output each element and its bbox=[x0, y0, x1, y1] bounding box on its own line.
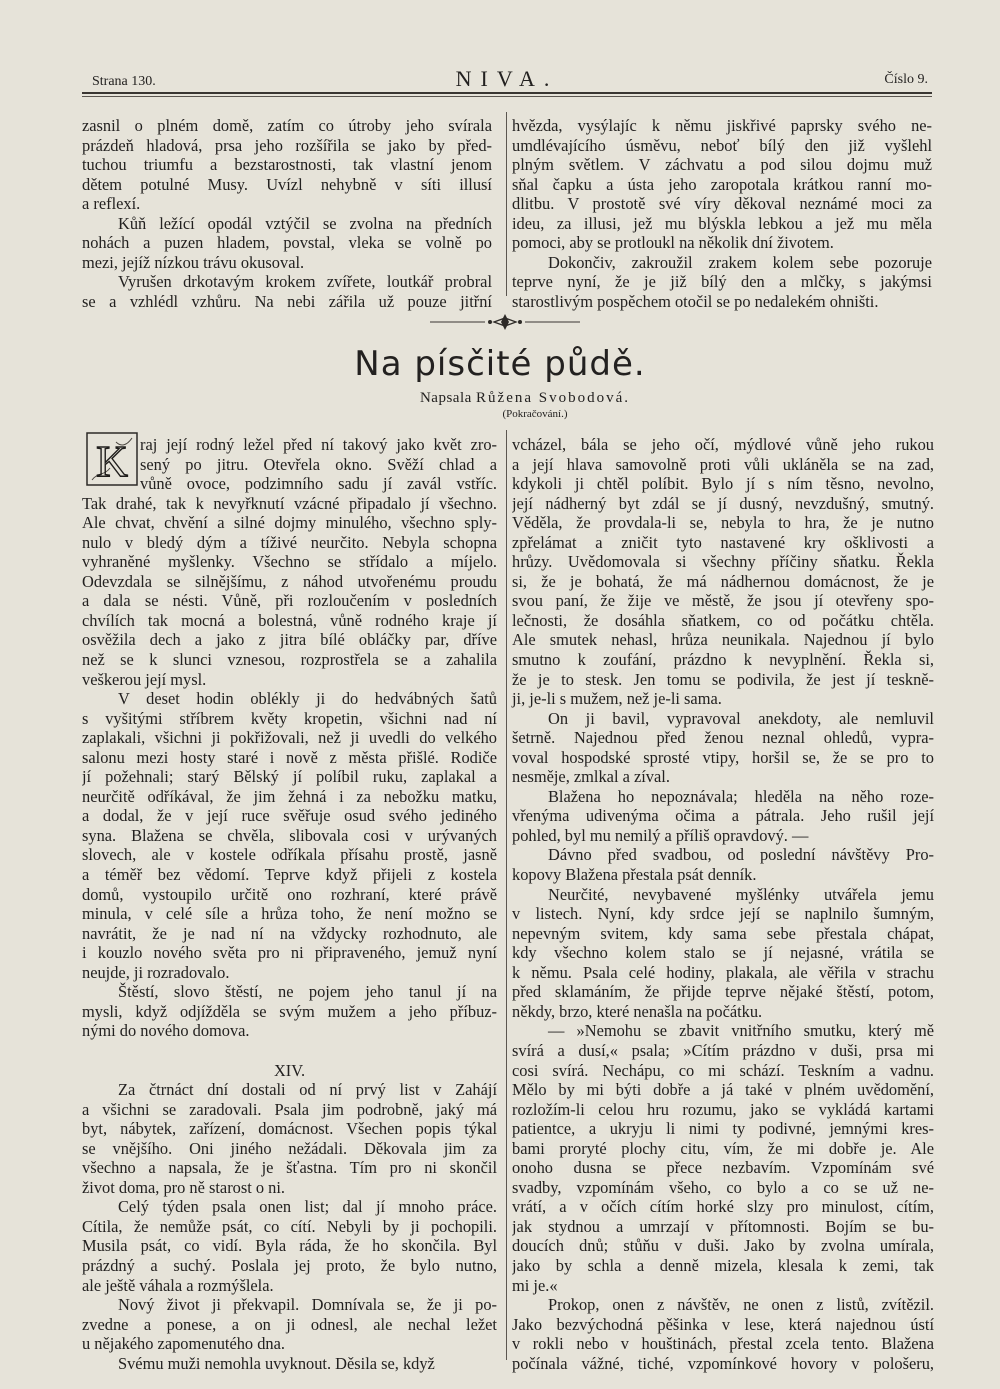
text-line: doucích dnů; stůňu v duši. Jako by zvolna umírala, bbox=[512, 1236, 934, 1256]
text-line: Štěstí, slovo štěstí, ne pojem jeho tanul jí na bbox=[118, 982, 497, 1002]
text-line: vcházel, bála se jeho očí, mýdlové vůně jeho rukou bbox=[512, 435, 934, 454]
text-line: než se k slunci vznesou, rozprostřela se a zahalila bbox=[82, 650, 497, 670]
text-line: s vyšitými stříbrem květy kropetin, všichni nad ní bbox=[82, 708, 497, 728]
text-line: ideu, za illusi, jež mu blýskla lebkou a jež mu měla bbox=[512, 213, 932, 233]
text-line: hrůzy. Uvědomovala si všechny příčiny sňatku. Řekla bbox=[512, 552, 934, 572]
article-byline bbox=[0, 390, 1000, 407]
text-line: salonu mezi hosty staré i nově z města přišlé. Rodiče bbox=[82, 747, 497, 767]
text-line: svírá a dusí,« psala; »Cítím prázdno v duši, prsa mi bbox=[512, 1040, 934, 1060]
text-line: v rokli nebo v houštinách, přestal zcela tento. Blažena bbox=[512, 1334, 934, 1354]
text-line: Ale chvat, chvění a silné dojmy minulého, všechno sply- bbox=[82, 513, 497, 533]
text-line: nulo v bledý dým a tíživé neurčito. Nebyla schopna bbox=[82, 532, 497, 552]
page-header bbox=[82, 66, 932, 90]
text-line: někdy, brzo, které nenašla na počátku. bbox=[512, 1001, 763, 1021]
text-line: její nádherný byt zdál se jí dusný, nevzdušný, smutný. bbox=[512, 493, 934, 513]
text-line: raj její rodný ležel před ní takový jako květ zro- bbox=[140, 435, 497, 454]
text-line: Vyrušen drkotavým krokem zvířete, loutkář probral bbox=[118, 272, 492, 291]
author-name: Růžena Svobodová. bbox=[476, 390, 631, 406]
text-line: k němu. Psala celé hodiny, plakala, ale věřila v strachu bbox=[512, 962, 934, 982]
page-number: Strana 130. bbox=[92, 74, 156, 89]
text-line: vrátí, a v očích cítím horké slzy pro minulost, cítím, bbox=[512, 1197, 934, 1217]
text-line: Za čtrnáct dní dostali od ní prvý list v Zahájí bbox=[118, 1080, 497, 1100]
text-line: rozložím-li celou hru rozumu, jako se vykládá kartami bbox=[512, 1099, 934, 1119]
text-line: u nějakého zapomenutého dna. bbox=[82, 1334, 285, 1354]
section-ornament bbox=[430, 312, 580, 332]
text-line: život doma, pro ně starost o ni. bbox=[82, 1177, 286, 1197]
text-line: navrátit, že je nad ní na vždycky rozhodnuto, ale bbox=[82, 923, 497, 943]
text-line: počínala vážné, tiché, vzpomínkové hovory v pološeru, bbox=[512, 1353, 934, 1373]
text-line: voval hospodské sprosté vtipy, horšil se, že se pro to bbox=[512, 747, 934, 767]
article-title: Na písčité půdě. bbox=[354, 344, 646, 384]
text-line: pomoci, aby se protloukl na několik dní životem. bbox=[512, 233, 834, 252]
text-line: dětem potulné Musy. Uvízl nehybně v síti illusí bbox=[82, 174, 492, 194]
column-divider bbox=[506, 430, 507, 1360]
text-line: Celý týden psala onen list; dal jí mnoho práce. bbox=[118, 1197, 497, 1217]
text-line: a dala se nésti. Vůně, při rozloučením v posledních bbox=[82, 591, 497, 611]
text-line: Neurčité, nevybavené myšlénky utvářela jemu bbox=[548, 884, 934, 904]
text-line: starostlivým pospěchem otočil se po nedalekém ohništi. bbox=[512, 291, 879, 311]
text-line: nesměje, zmlkal a zíval. bbox=[512, 767, 670, 787]
text-line: si, že je bohatá, že má nádhernou domácnost, že je bbox=[512, 571, 934, 591]
text-line: prázdeň hladová, prsa jeho rozšířila se jako by před- bbox=[82, 135, 492, 155]
text-line: a její hlava samovolně proti vůli ukláněla se na zad, bbox=[512, 454, 934, 474]
text-line: slovech, ale v kostele odříkala přísahu prostě, jasně bbox=[82, 845, 497, 865]
text-line bbox=[82, 1041, 497, 1061]
text-line: před sklamáním, že přijde teprve nějaké štěstí, potom, bbox=[512, 982, 934, 1002]
text-line: chvílích tak mocná a bolestná, vůně rodného kraje jí bbox=[82, 610, 497, 630]
text-line: zaplakali, všichni ji pokřižovali, než ji uvedli do velkého bbox=[82, 728, 497, 748]
text-line: Odevzdala se silnějšímu, z náhod utvořenému proudu bbox=[82, 571, 497, 591]
text-line: Prokop, onen z návštěv, ne onen z listů, zvítězil. bbox=[548, 1295, 934, 1315]
text-line: a všichni se zaradovali. Psala jim podrobně, jaký má bbox=[82, 1099, 497, 1119]
text-line: Blažena ho nepoznávala; hleděla na něho roze- bbox=[548, 786, 934, 806]
text-line: svadby, vzpomínám všeho, co bylo a co se už ne- bbox=[512, 1177, 934, 1197]
drop-cap-letter: K bbox=[96, 437, 128, 486]
text-line: zasnil o plném domě, zatím co útroby jeho svírala bbox=[82, 116, 492, 135]
text-line: On ji bavil, vypravoval anekdoty, ale nemluvil bbox=[548, 708, 934, 728]
byline-prefix: Napsala bbox=[419, 390, 472, 406]
text-line: bami proryté plochy citu, vím, že mi dobře je. Ale bbox=[512, 1138, 934, 1158]
text-line: kdykoli ji chtěl políbit. Bylo jí s ním těsno, nevolno, bbox=[512, 474, 934, 494]
header-rule bbox=[82, 92, 932, 94]
text-line: XIV. bbox=[273, 1060, 306, 1080]
text-line: Svému muži nemohla uvyknout. Děsila se, když bbox=[118, 1353, 435, 1373]
text-line: a reflexí. bbox=[82, 194, 141, 213]
text-line: domů, vystoupilo určitě ono rozhraní, které právě bbox=[82, 884, 497, 904]
text-line: Jako bezvýchodná pěšinka v lese, která najednou ústí bbox=[512, 1314, 934, 1334]
text-line: — »Nemohu se zbavit vnitřního smutku, který mě bbox=[548, 1021, 934, 1041]
text-line: teprve nyní, že je již bílý den a mlčky, s jakýmsi bbox=[512, 272, 932, 291]
text-line: kdy všechno kolem stalo se jí nejasné, vrátila se bbox=[512, 943, 934, 963]
text-line: Ale smutek nehasl, hrůza neunikala. Najednou jí bylo bbox=[512, 630, 934, 650]
text-line: ji, je-li s mužem, než je-li sama. bbox=[512, 689, 722, 709]
text-line: Dávno před svadbou, od poslední návštěvy Pro- bbox=[548, 845, 934, 865]
text-line: byt, nábytek, zařízení, domácnost. Všechen popis týkal bbox=[82, 1119, 497, 1139]
text-line: šetrně. Najednou před ženou neznal ohledů, vypra- bbox=[512, 728, 934, 748]
text-line: jak stydnou a umrzají v přítomnosti. Bojím se bu- bbox=[512, 1216, 934, 1236]
issue-number: Číslo 9. bbox=[884, 72, 928, 87]
text-line: všechno a napsala, že je šťastna. Tím pro ni skončil bbox=[82, 1158, 497, 1178]
text-line: Kůň ležící opodál vztýčil se zvolna na předních bbox=[118, 213, 492, 233]
text-line: nohách a puzen hladem, povstal, vleka se volně po bbox=[82, 233, 492, 252]
text-line: patientce, a ukryju li nimi ty podivné, jemnými kres- bbox=[512, 1119, 934, 1139]
text-line: Tak drahé, tak k nevyřknutí vzácné připadalo jí všechno. bbox=[82, 493, 497, 513]
text-line: onoho dusna se přece nezbavím. Vzpomínám své bbox=[512, 1158, 934, 1178]
text-line: a téměř bez vědomí. Teprve když přijeli z kostela bbox=[82, 865, 497, 885]
top-column-divider bbox=[506, 112, 507, 296]
text-line: zvedne a ponese, a on ji odnesl, ale nechal ležet bbox=[82, 1314, 497, 1334]
text-line: vůně ovoce, podzimního sadu jí zavál vstříc. bbox=[140, 474, 497, 494]
text-line: Mělo by mi býti dobře a já také v plném uvědomění, bbox=[512, 1080, 934, 1100]
text-line: neujde, ji rozradovalo. bbox=[82, 962, 230, 982]
text-line: nepevným svitem, kdy sama sebe přestala chápat, bbox=[512, 923, 934, 943]
text-line: svou paní, že žije ve městě, že jsou jí otevřeny spo- bbox=[512, 591, 934, 611]
text-line: i kouzlo nového světa pro ni připraveného, jemuž nyní bbox=[82, 943, 497, 963]
text-line: nými do nového domova. bbox=[82, 1021, 250, 1041]
text-line: a dodal, že v její ruce svěřuje osud svého jediného bbox=[82, 806, 497, 826]
left-column bbox=[82, 435, 497, 1373]
text-line: Dokončiv, zakroužil zrakem kolem sebe pozoruje bbox=[548, 252, 932, 272]
text-line: jako by schla a denně mizela, klesala k zemi, tak bbox=[512, 1255, 934, 1275]
text-line: zpřelámat a zničit tyto nastavené kry ošklivosti a bbox=[512, 532, 934, 552]
text-line: sňal čapku a ústa jeho zaropotala krátkou ranní mo- bbox=[512, 174, 932, 194]
text-line: umdlévajícího úsměvu, neboť bílý den již vyšlehl bbox=[512, 135, 932, 155]
magazine-title: NIVA. bbox=[455, 66, 559, 91]
text-line: jí požehnali; starý Bělský jí políbil ruku, zaplakal a bbox=[82, 767, 497, 787]
text-line: prázdný a suchý. Poslala jej proto, že bylo nutno, bbox=[82, 1255, 497, 1275]
text-line: dlitbu. V prostotě své víry děkoval neznámé moci za bbox=[512, 194, 932, 213]
text-line: plným světlem. V záchvatu a pod silou dojmu muž bbox=[512, 155, 932, 174]
text-line: v listech. Nyní, kdy srdce její se naplnilo šumným, bbox=[512, 904, 934, 924]
text-line: osvěžila dech a jako z jitra bílé obláčky par, dříve bbox=[82, 630, 497, 650]
top-left-column bbox=[82, 116, 492, 311]
text-line: hvězda, vysýlajíc k němu jiskřivé paprsky svého ne- bbox=[512, 116, 932, 135]
text-line: sený po jitru. Otevřela okno. Svěží chlad a bbox=[140, 454, 497, 474]
text-line: se a vzhlédl vzhůru. Na nebi zářila už pouze jitřní bbox=[82, 291, 492, 311]
text-line: Cítila, že nemůže psát, co cítí. Nebyli by ji pochopili. bbox=[82, 1216, 497, 1236]
continuation-note: (Pokračování.) bbox=[502, 408, 568, 420]
text-line: že je to stesk. Jen tomu se podivila, že jest jí teskně- bbox=[512, 669, 934, 689]
text-line: neurčitě odříkával, že jim žehná i za nebožku matku, bbox=[82, 786, 497, 806]
text-line: veškerou její mysl. bbox=[82, 669, 207, 689]
text-line: kopovy Blažena přestala psát denník. bbox=[512, 865, 757, 885]
header-rule-thin bbox=[82, 96, 932, 97]
text-line: Musila psát, co vidí. Byla ráda, že ho skončila. Byl bbox=[82, 1236, 497, 1256]
text-line: Nový život ji překvapil. Domnívala se, že ji po- bbox=[118, 1295, 497, 1315]
text-line: ale ještě váhala a rozmýšlela. bbox=[82, 1275, 274, 1295]
text-line: mezi, jejíž nízkou trávu okusoval. bbox=[82, 252, 305, 272]
text-line: lečnosti, že dosáhla sňatkem, co od počátku chtěla. bbox=[512, 610, 934, 630]
top-right-column bbox=[512, 116, 932, 311]
ornament-icon bbox=[430, 312, 580, 332]
text-line: tuchou triumfu a bezstarostnosti, tak vlastní jenom bbox=[82, 155, 492, 174]
text-line: V deset hodin oblékly ji do hedvábných šatů bbox=[118, 689, 497, 709]
text-line: minula, v celé síle a hrůza toho, že není možno se bbox=[82, 904, 497, 924]
right-column bbox=[512, 435, 934, 1373]
text-line: vyhraněné myšlenky. Všechno se střídalo a míjelo. bbox=[82, 552, 497, 572]
text-line: se vnějšího. Oni jiného nežádali. Děkovala jim za bbox=[82, 1138, 497, 1158]
text-line: smutno k zoufání, prázdno k nevyplnění. Řekla si, bbox=[512, 650, 934, 670]
text-line: mi je.« bbox=[512, 1275, 558, 1295]
text-line: mysli, když odjížděla se svým mužem a jeho příbuz- bbox=[82, 1001, 497, 1021]
text-line: cosi svírá. Nechápu, co mi schází. Teskním a vadnu. bbox=[512, 1060, 934, 1080]
text-line: pohled, byl mu nemilý a příliš opravdový. — bbox=[512, 825, 809, 845]
text-line: syna. Blažena se chvěla, slibovala cosi v urývaných bbox=[82, 825, 497, 845]
text-line: vřenýma udivenýma očima a pátrala. Jeho rušil její bbox=[512, 806, 934, 826]
text-line: Věděla, že provdala-li se, nebyla to hra, že je nutno bbox=[512, 513, 934, 533]
